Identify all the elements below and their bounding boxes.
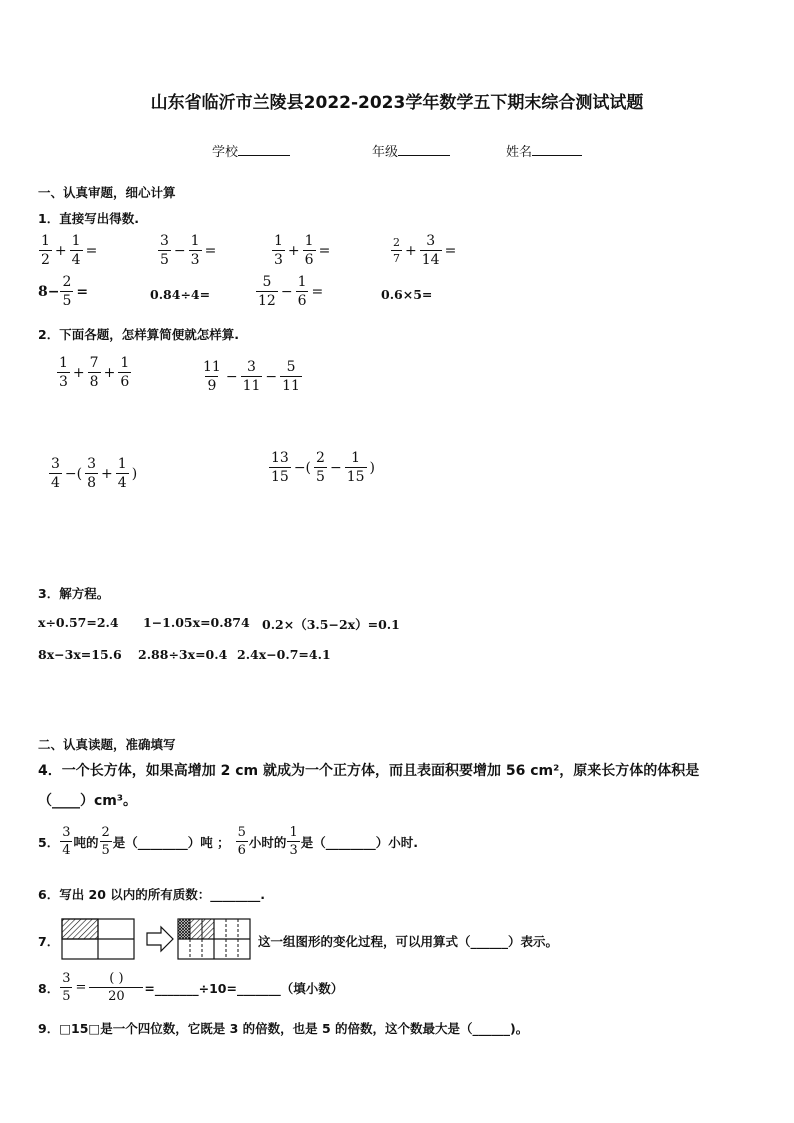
q1-item-4: $\frac{2}{7}$ + $\frac{3}{14}$ = <box>393 233 457 268</box>
q4-line-1: 4．一个长方体，如果高增加 2 cm 就成为一个正方体，而且表面积要增加 56 cm²，原来长方体的体积是 <box>38 763 700 779</box>
school-label: 学校 <box>212 145 239 160</box>
q1-item-5: 8− $\frac{2}{5}$ = <box>38 274 89 309</box>
q3-eq-3: 0.2×（3.5−2x）=0.1 <box>262 617 400 632</box>
page-title: 山东省临沂市兰陵县2022-2023学年数学五下期末综合测试试题 <box>150 93 644 113</box>
q7-text: 这一组图形的变化过程，可以用算式（______）表示。 <box>258 934 559 949</box>
q8: 8． $\frac{3}{5}$ = $\frac{( )}{20}$ =_______÷10=_______（填小数） <box>38 971 344 1004</box>
q6: 6．写出 20 以内的所有质数：________. <box>38 887 266 902</box>
figure-original-rectangle <box>62 919 134 959</box>
q7-number: 7． <box>38 934 60 949</box>
q4-line-2: （____）cm³。 <box>38 793 138 809</box>
name-blank[interactable] <box>532 142 582 156</box>
q2-expr-3: $\frac{3}{4}$ −( $\frac{3}{8}$ + $\frac{1}{4}$ ) <box>51 456 138 491</box>
q2-expr-4: $\frac{13}{15}$ −( $\frac{2}{5}$ − $\frac{1}{15}$ ) <box>271 450 375 485</box>
q3-eq-1: x÷0.57=2.4 <box>38 615 119 630</box>
name-label: 姓名 <box>506 145 533 160</box>
school-blank[interactable] <box>238 142 290 156</box>
arrow-icon <box>147 927 173 951</box>
q2-expr-1: $\frac{1}{3}$ + $\frac{7}{8}$ + $\frac{1}{6}$ <box>59 355 130 390</box>
section2-heading: 二、认真读题，准确填写 <box>38 737 176 752</box>
q2-label: 2．下面各题，怎样算简便就怎样算. <box>38 327 239 342</box>
section1-heading: 一、认真审题，细心计算 <box>38 185 176 200</box>
grade-blank[interactable] <box>398 142 450 156</box>
q3-eq-4: 8x−3x=15.6 <box>38 647 122 662</box>
q2-expr-2: $\frac{11}{9}$ − $\frac{3}{11}$ − $\frac{5}{11}$ <box>203 359 300 394</box>
grade-label: 年级 <box>372 145 399 160</box>
figure-divided-rectangle <box>178 919 250 959</box>
q3-eq-2: 1−1.05x=0.874 <box>143 615 250 630</box>
q1-item-2: $\frac{3}{5}$ − $\frac{1}{3}$ = <box>160 233 217 268</box>
name-field <box>506 141 582 160</box>
q1-item-8: 0.6×5= <box>381 287 433 302</box>
q9: 9．□15□是一个四位数，它既是 3 的倍数，也是 5 的倍数，这个数最大是（______)。 <box>38 1021 529 1036</box>
q5: 5． $\frac{3}{4}$ 吨的 $\frac{2}{5}$ 是（________）吨 ； $\frac{5}{6}$ 小时的 $\frac{1}{3}$ 是（________）小时. <box>38 825 418 858</box>
school-field <box>212 141 290 160</box>
grade-field <box>372 141 450 160</box>
q3-eq-6: 2.4x−0.7=4.1 <box>237 647 331 662</box>
q1-item-7: $\frac{5}{12}$ − $\frac{1}{6}$ = <box>258 274 324 309</box>
q1-item-3: $\frac{1}{3}$ + $\frac{1}{6}$ = <box>274 233 331 268</box>
q1-item-1: $\frac{1}{2}$ + $\frac{1}{4}$ = <box>41 233 98 268</box>
q3-eq-5: 2.88÷3x=0.4 <box>138 647 228 662</box>
q3-label: 3．解方程。 <box>38 586 110 601</box>
q1-item-6: 0.84÷4= <box>150 287 211 302</box>
q7-figures <box>60 917 260 963</box>
q1-label: 1．直接写出得数. <box>38 211 139 226</box>
